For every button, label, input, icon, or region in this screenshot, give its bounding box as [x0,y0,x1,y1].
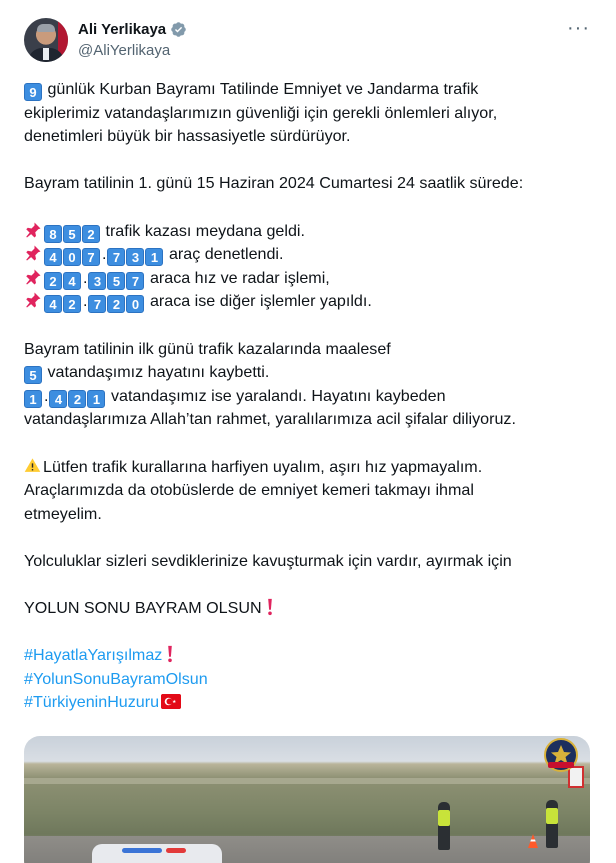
hashtag-link[interactable]: #TürkiyeninHuzuru [24,693,160,712]
hashtag-link[interactable]: #YolunSonuBayramOlsun [24,669,208,688]
stat-accidents: 8 5 2 trafik kazası meydana geldi. [24,220,590,244]
text-line: vatandaşlarımıza Allah’tan rahmet, yaralılarımıza acil şifalar diliyoruz. [24,410,516,429]
red-exclamation-icon [165,645,175,663]
turkey-flag-icon [161,694,181,709]
author-handle[interactable]: @AliYerlikaya [78,42,171,59]
hashtag-link[interactable]: #HayatlaYarışılmaz [24,646,163,665]
warning-line: Lütfen trafik kurallarına harfiyen uyalım, aşırı hız yapmayalım. [24,456,590,480]
stat-inspections: 4 0 7 . 7 3 1 araç denetlendi. [24,243,590,267]
stat-speed-radar: 2 4 . 3 5 7 araca hız ve radar işlemi, [24,267,590,291]
pushpin-icon [24,291,42,309]
police-car [92,844,222,863]
author-name-row [78,21,187,38]
text-line: denetimleri büyük bir hassasiyetle sürdürüyor. [24,127,351,146]
tweet-text [24,78,590,715]
keycap-digit: 9 [24,83,42,101]
officer [438,802,450,850]
slogan-line: YOLUN SONU BAYRAM OLSUN [24,597,590,621]
pushpin-icon [24,221,42,239]
stat-deaths: 5 vatandaşımız hayatını kaybetti. [24,361,590,385]
officer [546,800,558,848]
text-line: Yolculuklar sizleri sevdiklerinize kavuşturmak için vardır, ayırmak için [24,551,512,570]
stat-injured: 1 . 4 2 1 vatandaşımız ise yaralandı. Hayatını kaybeden [24,385,590,409]
text-line: 9 günlük Kurban Bayramı Tatilinde Emniyet ve Jandarma trafik [24,78,590,102]
hashtag-line [24,668,590,692]
text-line: Araçlarımızda da otobüslerde de emniyet kemeri takmayı ihmal [24,481,474,500]
hashtag-line [24,691,590,715]
author-display-name[interactable]: Ali Yerlikaya [78,21,167,38]
text-line: ekiplerimiz vatandaşlarımızın güvenliği için gerekli önlemleri alıyor, [24,103,498,122]
pushpin-icon [24,244,42,262]
red-exclamation-icon [265,598,275,616]
text-line: etmeyelim. [24,504,102,523]
pushpin-icon [24,268,42,286]
text-line: Bayram tatilinin 1. günü 15 Haziran 2024 Cumartesi 24 saatlik sürede: [24,174,524,193]
hashtag-line [24,644,590,668]
stat-other-actions: 4 2 . 7 2 0 araca ise diğer işlemler yapıldı. [24,290,590,314]
gendarmerie-logo [544,738,578,772]
tweet-media-image[interactable] [24,736,590,863]
verified-badge-icon[interactable] [170,21,187,38]
avatar[interactable] [24,18,68,62]
more-icon[interactable]: ··· [567,17,590,39]
text-line: Bayram tatilinin ilk günü trafik kazalarında maalesef [24,339,391,358]
warning-icon [24,457,41,474]
